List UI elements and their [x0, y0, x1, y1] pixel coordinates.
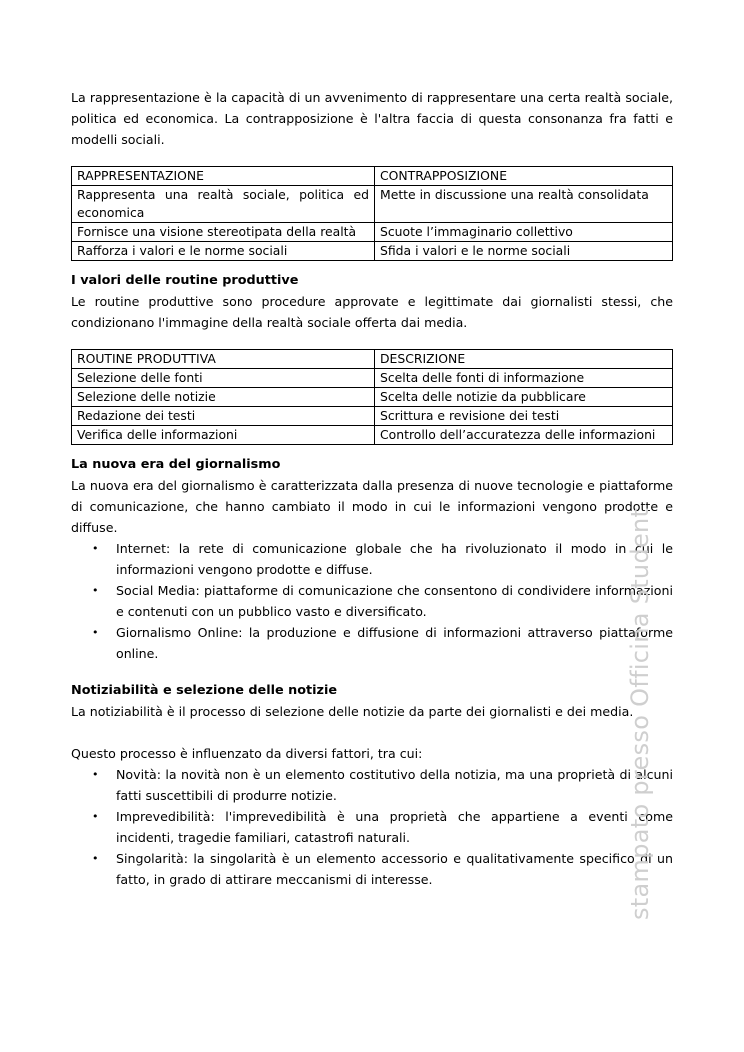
list-item-text: Novità: la novità non è un elemento costitutivo della notizia, ma una proprietà di alcuni fatti suscettibili di produrre notizie.: [116, 767, 673, 803]
table-row: [72, 369, 673, 388]
bullet-icon: •: [92, 626, 99, 639]
section-heading: Notiziabilità e selezione delle notizie: [71, 683, 338, 698]
list-item-text: Singolarità: la singolarità è un elemento accessorio e qualitativamente specifico di un fatto, in grado di attirare meccanismi di interesse.: [116, 851, 673, 887]
bullet-icon: •: [92, 542, 99, 555]
table-header-row: [72, 167, 673, 186]
table-cell: Scelta delle fonti di informazione: [375, 369, 673, 388]
table-header-cell: RAPPRESENTAZIONE: [72, 167, 375, 186]
table-cell: Selezione delle fonti: [72, 369, 375, 388]
intro-paragraph: La rappresentazione è la capacità di un avvenimento di rappresentare una certa realtà sociale, politica ed economica. La contrapposizione è l'altra faccia di questa consonanza fra fatti e modelli sociali.: [71, 90, 673, 147]
list-item-text: Giornalismo Online: la produzione e diffusione di informazioni attraverso piattaforme online.: [116, 625, 673, 661]
table-row: [72, 223, 673, 242]
document-body: [71, 87, 673, 890]
table-cell: Scrittura e revisione dei testi: [375, 407, 673, 426]
list-item: [71, 622, 673, 664]
list-item: [71, 848, 673, 890]
section-paragraph: Questo processo è influenzato da diversi fattori, tra cui:: [71, 746, 423, 761]
table-cell: Verifica delle informazioni: [72, 426, 375, 445]
table-cell: Selezione delle notizie: [72, 388, 375, 407]
list-item-text: Social Media: piattaforme di comunicazione che consentono di condividere informazioni e contenuti con un pubblico vasto e diversificato.: [116, 583, 673, 619]
table-cell: Controllo dell’accuratezza delle informazioni: [375, 426, 673, 445]
table-row: [72, 426, 673, 445]
table-row: [72, 242, 673, 261]
watermark: stampato presso Officina Student: [626, 507, 654, 920]
table-cell: Scuote l’immaginario collettivo: [375, 223, 673, 242]
table-cell: Sfida i valori e le norme sociali: [375, 242, 673, 261]
section-heading: La nuova era del giornalismo: [71, 457, 281, 472]
bullet-icon: •: [92, 768, 99, 781]
table-cell: Redazione dei testi: [72, 407, 375, 426]
list-item-text: Imprevedibilità: l'imprevedibilità è una proprietà che appartiene a eventi come incidenti, tragedie familiari, catastrofi naturali.: [116, 809, 673, 845]
table-header-cell: ROUTINE PRODUTTIVA: [72, 350, 375, 369]
bullet-icon: •: [92, 810, 99, 823]
table-row: [72, 186, 673, 223]
table-row: [72, 388, 673, 407]
section-paragraph: La notiziabilità è il processo di selezione delle notizie da parte dei giornalisti e dei media.: [71, 704, 634, 719]
table-header-cell: DESCRIZIONE: [375, 350, 673, 369]
list-item: [71, 764, 673, 806]
section-paragraph: La nuova era del giornalismo è caratterizzata dalla presenza di nuove tecnologie e piattaforme di comunicazione, che hanno cambiato il modo in cui le informazioni vengono prodotte e diffuse.: [71, 478, 673, 535]
section-paragraph: Le routine produttive sono procedure approvate e legittimate dai giornalisti stessi, che condizionano l'immagine della realtà sociale offerta dai media.: [71, 294, 673, 330]
routine-table: [71, 349, 673, 445]
list-item: [71, 538, 673, 580]
table-cell: Rappresenta una realtà sociale, politica ed economica: [72, 186, 375, 223]
section-heading: I valori delle routine produttive: [71, 273, 299, 288]
table-header-row: [72, 350, 673, 369]
table-cell: Fornisce una visione stereotipata della realtà: [72, 223, 375, 242]
table-header-cell: CONTRAPPOSIZIONE: [375, 167, 673, 186]
bullet-icon: •: [92, 584, 99, 597]
bullet-icon: •: [92, 852, 99, 865]
table-cell: Mette in discussione una realtà consolidata: [375, 186, 673, 223]
table-cell: Scelta delle notizie da pubblicare: [375, 388, 673, 407]
list-item: [71, 806, 673, 848]
comparison-table: [71, 166, 673, 261]
table-cell: Rafforza i valori e le norme sociali: [72, 242, 375, 261]
list-item: [71, 580, 673, 622]
list-item-text: Internet: la rete di comunicazione globale che ha rivoluzionato il modo in cui le informazioni vengono prodotte e diffuse.: [116, 541, 673, 577]
bullet-list: [71, 764, 673, 890]
bullet-list: [71, 538, 673, 664]
table-row: [72, 407, 673, 426]
